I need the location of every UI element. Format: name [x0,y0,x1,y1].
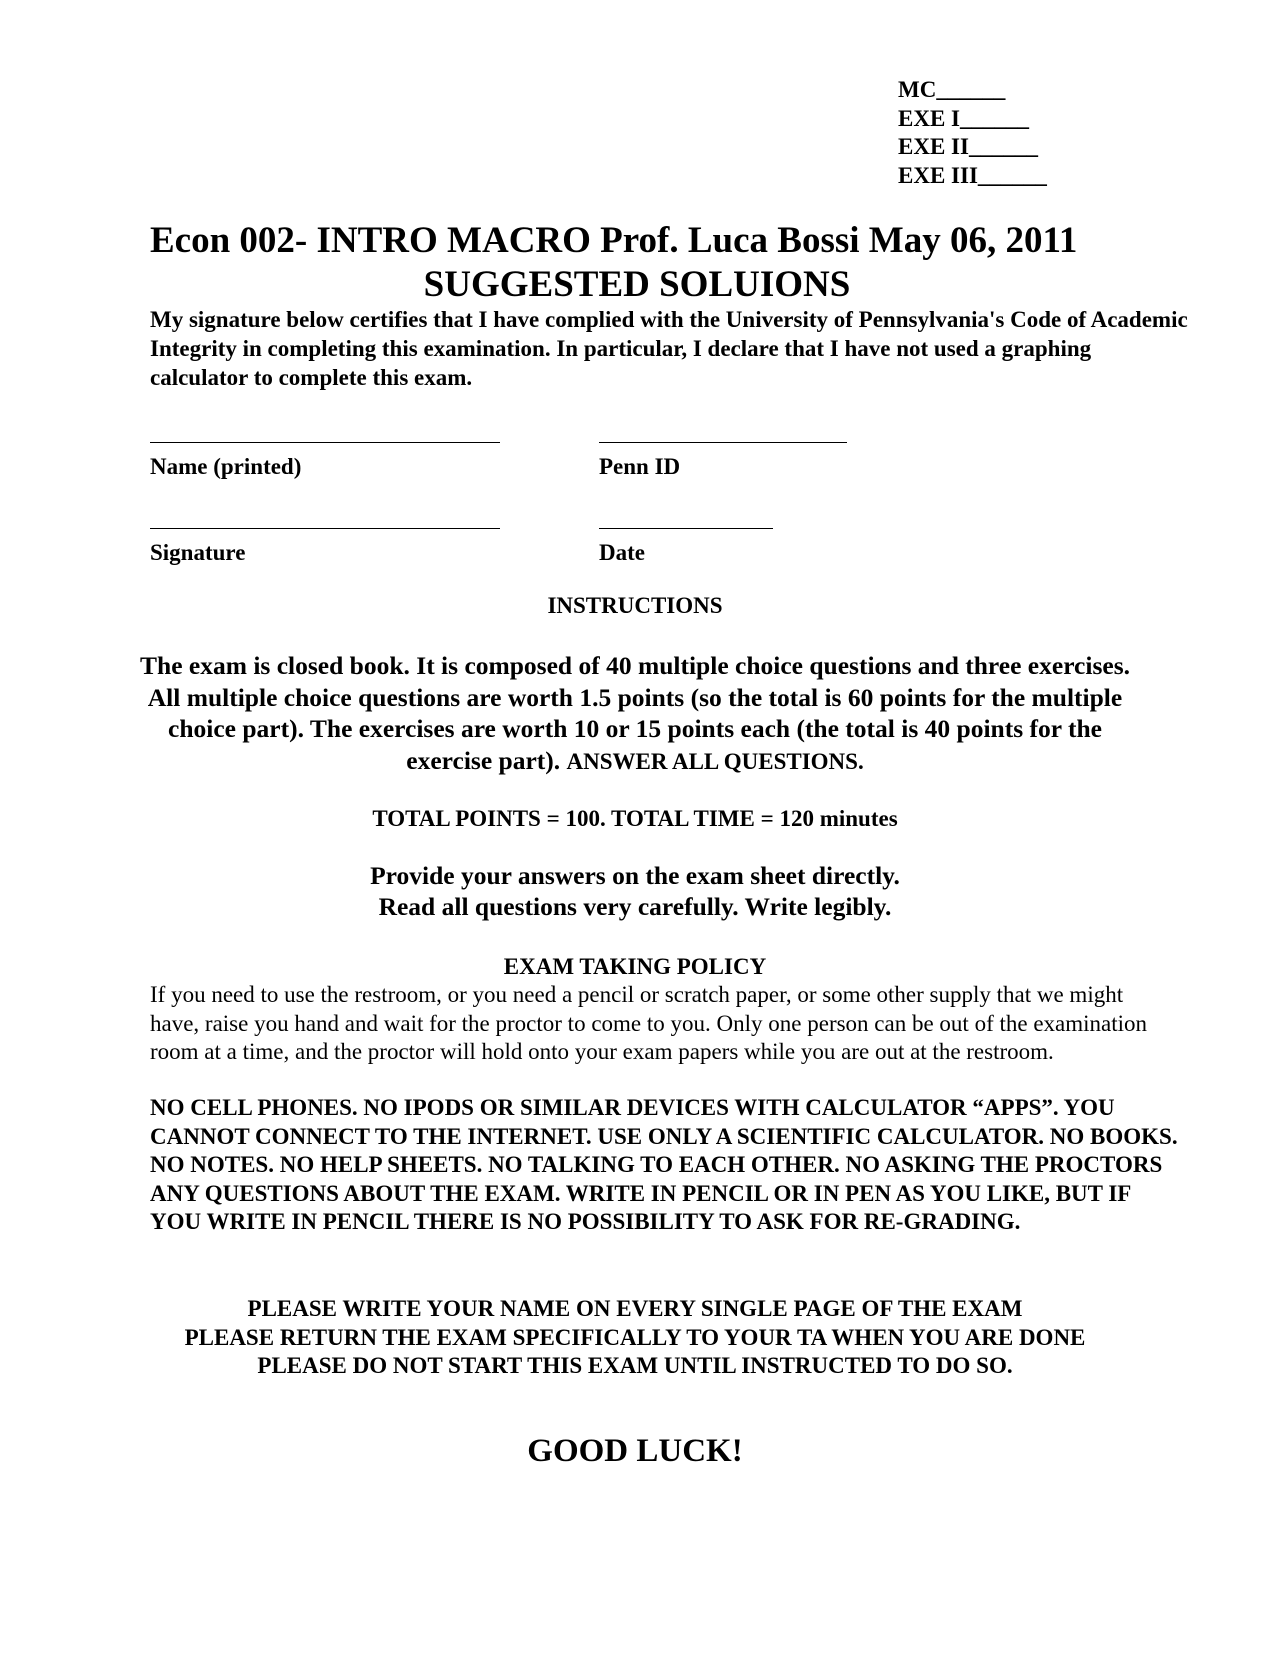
name-field[interactable] [150,442,500,481]
exam-title: Econ 002- INTRO MACRO Prof. Luca Bossi May 06, 2011 [150,220,1078,261]
score-line-mc: MC______ [898,77,1006,102]
name-blank-line[interactable] [150,442,500,443]
answers-line-1: Provide your answers on the exam sheet directly. [370,861,900,890]
answer-all-text: ANSWER ALL QUESTIONS. [566,748,864,774]
signature-field[interactable] [150,528,500,567]
policy-heading: EXAM TAKING POLICY [503,954,767,979]
totals-line: TOTAL POINTS = 100. TOTAL TIME = 120 minutes [372,806,898,831]
score-line-exe-1: EXE I______ [898,105,1029,131]
answers-note [140,860,1130,922]
policy-text: If you need to use the restroom, or you need a pencil or scratch paper, or some other supply that we might have, raise you hand and wait for the proctor to come to you. Only one person can be out of the examination room at a time, and the proctor will hold onto your exam papers while you are out at the restroom. [150,982,1148,1064]
closing-line-3: PLEASE DO NOT START THIS EXAM UNTIL INSTRUCTED TO DO SO. [257,1353,1013,1378]
score-line-exe-3: EXE III______ [898,162,1047,188]
date-label: Date [599,540,645,565]
signature-label: Signature [150,540,246,565]
exam-subtitle: SUGGESTED SOLUIONS [423,264,851,305]
good-luck: GOOD LUCK! [527,1433,743,1469]
certification-statement: My signature below certifies that I have complied with the University of Pennsylvania's Code of Academic Integrity in completing this examination. In particular, I declare that I have not used a graphing calculator to complete this exam. [150,307,1188,390]
date-blank-line[interactable] [599,528,773,529]
instructions-main-text: The exam is closed book. It is composed of 40 multiple choice questions and three exercises. All multiple choice questions are worth 1.5 points (so the total is 60 points for the multiple choice part). The exercises are worth 10 or 15 points each (the total is 40 points for the exercise part). [140,651,1130,775]
penn-id-field[interactable] [599,442,847,481]
closing-line-1: PLEASE WRITE YOUR NAME ON EVERY SINGLE PAGE OF THE EXAM [247,1296,1023,1321]
signature-blank-line[interactable] [150,528,500,529]
answers-line-2: Read all questions very carefully. Write legibly. [378,892,892,921]
date-field[interactable] [599,528,773,567]
score-box [898,76,1047,190]
instructions-heading: INSTRUCTIONS [547,593,723,618]
score-line-exe-2: EXE II______ [898,134,1038,159]
closing-line-2: PLEASE RETURN THE EXAM SPECIFICALLY TO YOUR TA WHEN YOU ARE DONE [184,1324,1086,1350]
penn-id-label: Penn ID [599,454,681,479]
name-label: Name (printed) [150,454,302,479]
instructions-body [140,650,1130,777]
policy-rules: NO CELL PHONES. NO IPODS OR SIMILAR DEVICES WITH CALCULATOR “APPS”. YOU CANNOT CONNECT TO THE INTERNET. USE ONLY A SCIENTIFIC CALCULATOR. NO BOOKS. NO NOTES. NO HELP SHEETS. NO TALKING TO EACH OTHER. NO ASKING THE PROCTORS ANY QUESTIONS ABOUT THE EXAM. WRITE IN PENCIL OR IN PEN AS YOU LIKE, BUT IF YOU WRITE IN PENCIL THERE IS NO POSSIBILITY TO ASK FOR RE-GRADING. [150,1095,1178,1234]
closing-notes [140,1295,1130,1381]
penn-id-blank-line[interactable] [599,442,847,443]
